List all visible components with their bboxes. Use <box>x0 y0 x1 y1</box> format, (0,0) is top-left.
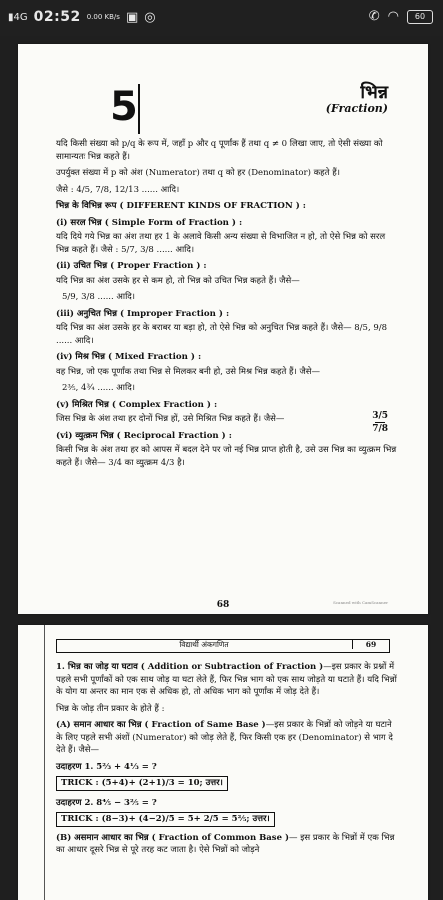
simple-fraction-heading: (i) सरल भिन्न ( Simple Form of Fraction ) : <box>56 217 243 228</box>
reciprocal-fraction-text: किसी भिन्न के अंश तथा हर को आपस में बदल देने पर जो नई भिन्न प्राप्त होती है, उसे उस भिन्न का व्युत्क्रम भिन्न कहते हैं। जैसे— 3/4 का व्युत्क्रम 4/3 है। <box>56 445 397 468</box>
reciprocal-fraction-heading: (vi) व्युत्क्रम भिन्न ( Reciprocal Fraction ) : <box>56 430 232 441</box>
types-line: भिन्न के जोड़ तीन प्रकार के होते हैं : <box>56 703 165 714</box>
proper-fraction-example: 5/9, 3/8 ...... आदि। <box>62 292 136 302</box>
intro-paragraph-2: उपर्युक्त संख्या में p को अंश (Numerator) तथा q को हर (Denominator) कहते हैं। <box>56 168 340 178</box>
simple-fraction-text: यदि दिये गये भिन्न का अंश तथा हर 1 के अलावे किसी अन्य संख्या से विभाजित न हो, तो ऐसे भिन्न को सरल भिन्न कहते हैं। जैसे : 5/7, 3/8 ...... आदि। <box>56 232 386 255</box>
trick-box-1: TRICK : (5+4)+ (2+1)/3 = 10; उत्तर। <box>56 776 228 791</box>
battery-icon: 60 <box>407 10 433 24</box>
page-content <box>56 136 398 473</box>
running-header <box>56 639 390 653</box>
margin-rule <box>44 625 45 900</box>
addition-section <box>56 661 398 699</box>
running-header-title: विद्यार्थी अंकगणित <box>179 640 229 649</box>
mixed-fraction-example: 2⅗, 4¾ ...... आदि। <box>62 383 135 393</box>
improper-fraction-text: यदि भिन्न का अंश उसके हर के बराबर या बड़ा हो, तो ऐसे भिन्न को अनुचित भिन्न कहते हैं। जैसे— 8/5, 9/8 ...... आदि। <box>56 323 388 346</box>
gallery-icon: ▣ <box>125 9 139 25</box>
mixed-fraction-heading: (iv) मिश्र भिन्न ( Mixed Fraction ) : <box>56 352 202 362</box>
complex-fraction-heading: (v) मिश्रित भिन्न ( Complex Fraction ) : <box>56 399 218 410</box>
improper-fraction-heading: (iii) अनुचित भिन्न ( Improper Fraction ) : <box>56 308 230 319</box>
chapter-divider <box>138 84 140 134</box>
complex-fraction-text-block <box>56 411 398 434</box>
complex-fraction-example <box>372 411 388 434</box>
same-base-section <box>56 719 398 757</box>
fraction-bar <box>375 422 385 423</box>
example-1: उदाहरण 1. 5⅔ + 4⅓ = ? <box>56 761 157 772</box>
scanner-watermark: Scanned with CamScanner <box>333 600 388 605</box>
trick-box-2: TRICK : (8−3)+ (4−2)/5 = 5+ 2/5 = 5⅖; उत्तर। <box>56 812 275 827</box>
chapter-number: 5 <box>110 84 138 130</box>
chapter-title-english: (Fraction) <box>325 102 388 115</box>
chapter-title-hindi: भिन्न <box>360 82 388 103</box>
common-base-heading: (B) असमान आधार का भिन्न ( Fraction of Common Base ) <box>56 832 289 843</box>
intro-paragraph: यदि किसी संख्या को p/q के रूप में, जहाँ p और q पूर्णांक हैं तथा q ≠ 0 लिखा जाए, तो ऐसी संख्या को सामान्यतः भिन्न कहते हैं। <box>56 139 383 162</box>
page-content <box>56 659 398 861</box>
complex-fraction-top: 3/5 <box>372 411 388 421</box>
running-header-page: 69 <box>352 640 389 649</box>
example-2: उदाहरण 2. 8⅘ − 3⅖ = ? <box>56 797 157 808</box>
complex-fraction-text: जिस भिन्न के अंश तथा हर दोनों भिन्न हों, उसे मिश्रित भिन्न कहते हैं। जैसे— <box>56 414 285 424</box>
proper-fraction-heading: (ii) उचित भिन्न ( Proper Fraction ) : <box>56 261 207 271</box>
addition-heading: 1. भिन्न का जोड़ या घटाव ( Addition or Subtraction of Fraction ) <box>56 662 324 672</box>
status-time: 02:52 <box>33 9 81 25</box>
intro-example: जैसे : 4/5, 7/8, 12/13 ...... आदि। <box>56 184 180 195</box>
same-base-text: —इस प्रकार के भिन्नों को जोड़ने या घटाने के लिए पहले सभी अंशों (Numerator) को जोड़ लेते हैं, फिर किसी एक हर (Denominator) से भाग दे देते हैं। जैसे— <box>56 720 393 755</box>
proper-fraction-text: यदि भिन्न का अंश उसके हर से कम हो, तो भिन्न को उचित भिन्न कहते हैं। जैसे— <box>56 275 300 286</box>
net-speed: 0.00 KB/s <box>86 12 120 21</box>
status-bar <box>0 0 443 36</box>
document-page-69 <box>18 625 428 900</box>
kinds-heading: भिन्न के विभिन्न रूप ( DIFFERENT KINDS OF FRACTION ) : <box>56 201 306 211</box>
signal-icon: ▮4G <box>8 11 28 23</box>
same-base-heading: (A) समान आधार का भिन्न ( Fraction of Same Base ) <box>56 720 266 730</box>
page-number: 68 <box>216 600 230 610</box>
complex-fraction-bottom: 7/8 <box>372 424 388 434</box>
addition-text: —इस प्रकार के प्रश्नों में पहले सभी पूर्णांकों को एक साथ जोड़ या घटा लेते हैं, फिर भिन्न भाग को एक साथ जोड़ते या घटाते हैं। यदि भिन्नों के योग या अन्तर का मान एक से अधिक हो, तो अधिक भाग को पूर्णांक में जोड़ देते हैं। <box>56 662 397 697</box>
chrome-icon: ◎ <box>144 9 156 25</box>
common-base-section <box>56 832 398 857</box>
document-page-68 <box>18 44 428 614</box>
common-base-text: — इस प्रकार के भिन्नों में एक भिन्न का आधार दूसरे भिन्न से पूरे तरह कट जाता है। ऐसे भिन्नों को जोड़ने <box>56 832 395 855</box>
mixed-fraction-text: वह भिन्न, जो एक पूर्णांक तथा भिन्न से मिलकर बनी हो, उसे मिश्र भिन्न कहते हैं। जैसे— <box>56 366 321 377</box>
wifi-icon: ◠ <box>387 9 399 24</box>
call-icon: ✆ <box>368 9 380 24</box>
